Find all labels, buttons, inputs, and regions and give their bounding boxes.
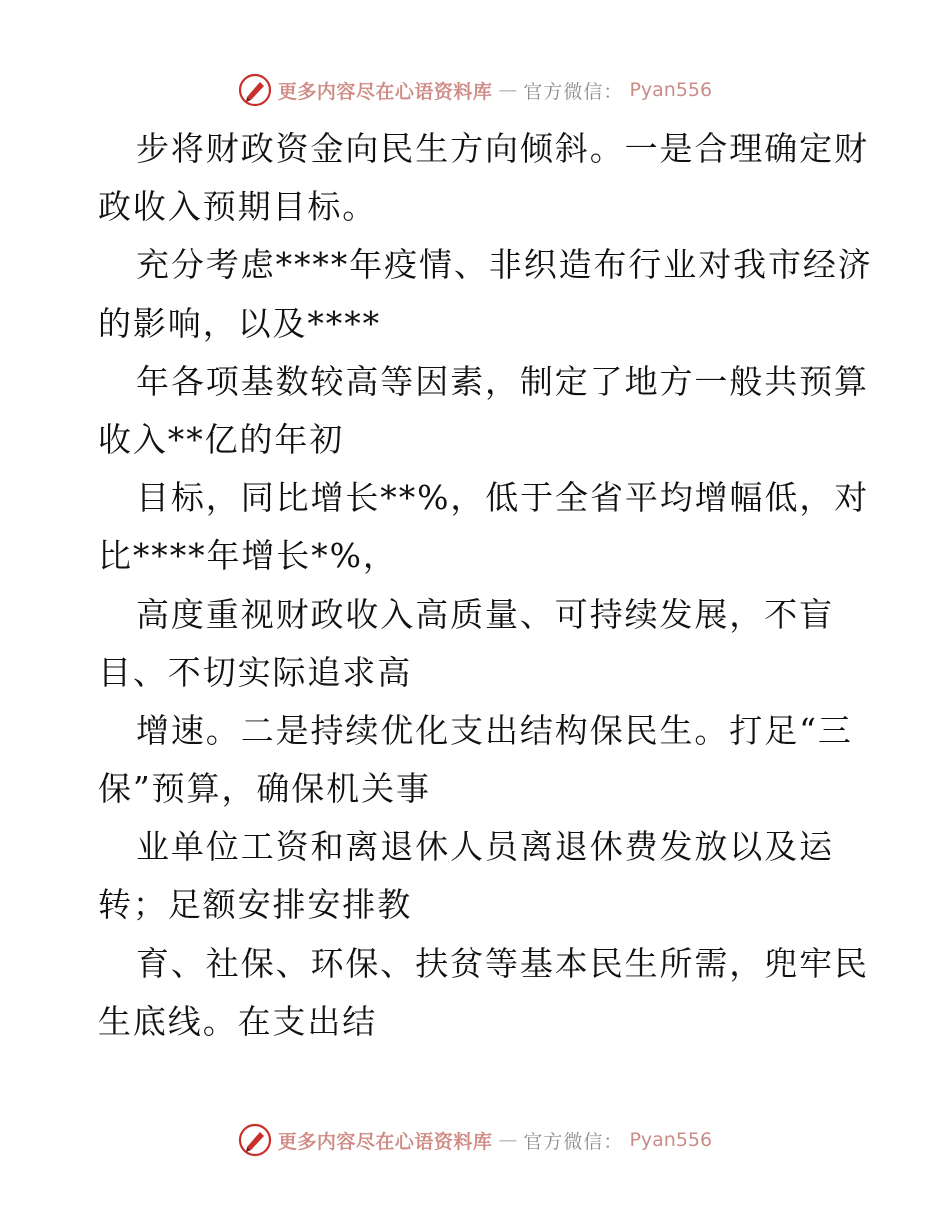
watermark-main-text: 更多内容尽在心语资料库: [277, 80, 493, 103]
watermark-main-text: 更多内容尽在心语资料库: [277, 1130, 493, 1153]
body-line: 生底线。在支出结: [98, 1001, 378, 1041]
watermark-label: 官方微信：: [523, 80, 624, 103]
footer-watermark: [0, 1120, 950, 1160]
body-line: 的影响，以及****: [98, 303, 381, 343]
watermark-label: 官方微信：: [523, 1130, 624, 1153]
body-line: 目标，同比增长**%，低于全省平均增幅低，对: [136, 478, 870, 518]
body-line: 增速。二是持续优化支出结构保民生。打足“三: [136, 710, 853, 750]
body-line: 收入**亿的年初: [98, 419, 345, 459]
body-line: 充分考虑****年疫情、非织造布行业对我市经济: [136, 245, 873, 285]
body-line: 保”预算，确保机关事: [98, 769, 431, 809]
body-line: 转；足额安排安排教: [98, 885, 413, 925]
watermark-wechat-id: Pyan556: [629, 1129, 713, 1151]
pen-logo-icon: [238, 73, 272, 107]
body-line: 步将财政资金向民生方向倾斜。一是合理确定财: [136, 129, 869, 168]
document-body: [98, 120, 873, 1051]
watermark-dash: —: [498, 1129, 518, 1151]
pen-logo-icon: [238, 1123, 272, 1157]
body-line: 年各项基数较高等因素，制定了地方一般共预算: [136, 361, 869, 401]
body-line: 业单位工资和离退休人员离退休费发放以及运: [136, 827, 834, 867]
body-line: 高度重视财政收入高质量、可持续发展，不盲: [136, 594, 834, 634]
body-line: 比****年增长*%，: [98, 536, 398, 576]
body-line: 目、不切实际追求高: [98, 652, 413, 692]
watermark-dash: —: [498, 79, 518, 101]
header-watermark: [0, 70, 950, 110]
watermark-wechat-id: Pyan556: [629, 79, 713, 101]
body-line: 育、社保、环保、扶贫等基本民生所需，兜牢民: [136, 943, 869, 983]
body-line: 政收入预期目标。: [98, 187, 378, 227]
